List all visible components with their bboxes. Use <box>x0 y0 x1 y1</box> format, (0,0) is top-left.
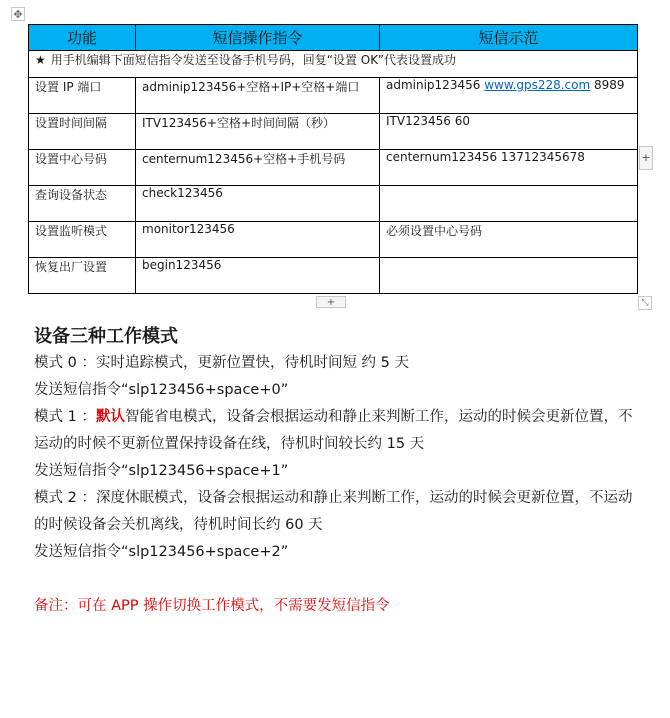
mode-1-paragraph <box>34 404 644 458</box>
example-prefix: adminip123456 <box>386 78 485 92</box>
table-header-row <box>29 25 638 51</box>
mode-2-command: 发送短信指令“slp123456+space+2” <box>34 544 289 560</box>
example-cell: 必须设置中心号码 <box>380 222 638 258</box>
mode-0-command: 发送短信指令“slp123456+space+0” <box>34 382 289 398</box>
table-row <box>29 186 638 222</box>
mode-0-line: 模式 0 ：实时追踪模式，更新位置快，待机时间短 约 5 天 <box>34 355 409 371</box>
command-cell: begin123456 <box>136 258 380 294</box>
add-column-plus-icon[interactable]: + <box>639 146 653 170</box>
mode-2-line: 模式 2 ：深度休眠模式，设备会根据运动和静止来判断工作，运动的时候会更新位置，不运动的时候设备会关机离线，待机时间长约 60 天 <box>34 490 633 533</box>
table-resize-icon[interactable]: ⤡ <box>638 296 652 310</box>
table-row <box>29 78 638 114</box>
function-cell: 恢复出厂设置 <box>29 258 136 294</box>
header-function: 功能 <box>29 25 136 51</box>
work-modes-body <box>34 350 644 566</box>
notice-cell <box>29 51 638 78</box>
add-row-plus-icon[interactable]: + <box>316 296 346 308</box>
section-title: 设备三种工作模式 <box>34 326 178 347</box>
example-cell <box>380 258 638 294</box>
table-move-handle-icon[interactable]: ✥ <box>11 7 25 21</box>
sms-command-table <box>28 24 638 294</box>
function-cell: 设置中心号码 <box>29 150 136 186</box>
command-cell: adminip123456+空格+IP+空格+端口 <box>136 78 380 114</box>
notice-row <box>29 51 638 78</box>
header-command: 短信操作指令 <box>136 25 380 51</box>
example-cell <box>380 186 638 222</box>
notice-text: 用手机编辑下面短信指令发送至设备手机号码，回复“设置 OK”代表设置成功 <box>50 53 456 67</box>
example-cell: ITV123456 60 <box>380 114 638 150</box>
function-cell: 设置监听模式 <box>29 222 136 258</box>
table-row <box>29 150 638 186</box>
command-cell: check123456 <box>136 186 380 222</box>
example-cell: centernum123456 13712345678 <box>380 150 638 186</box>
mode-1-label: 模式 1 ： <box>34 409 96 425</box>
command-cell: ITV123456+空格+时间间隔（秒） <box>136 114 380 150</box>
mode-1-description: 智能省电模式，设备会根据运动和静止来判断工作，运动的时候会更新位置，不运动的时候不更新位置保持设备在线，待机时间较长约 15 天 <box>34 409 633 452</box>
header-example: 短信示范 <box>380 25 638 51</box>
example-cell <box>380 78 638 114</box>
example-suffix: 8989 <box>590 78 625 92</box>
table-row <box>29 258 638 294</box>
table-row <box>29 222 638 258</box>
app-note: 备注：可在 APP 操作切换工作模式，不需要发短信指令 <box>34 598 390 614</box>
function-cell: 查询设备状态 <box>29 186 136 222</box>
function-cell: 设置 IP 端口 <box>29 78 136 114</box>
command-cell: monitor123456 <box>136 222 380 258</box>
function-cell: 设置时间间隔 <box>29 114 136 150</box>
default-tag: 默认 <box>95 409 125 425</box>
table-row <box>29 114 638 150</box>
command-cell: centernum123456+空格+手机号码 <box>136 150 380 186</box>
star-icon: ★ <box>35 53 46 67</box>
mode-1-command: 发送短信指令“slp123456+space+1” <box>34 463 289 479</box>
website-link[interactable]: www.gps228.com <box>484 78 591 92</box>
